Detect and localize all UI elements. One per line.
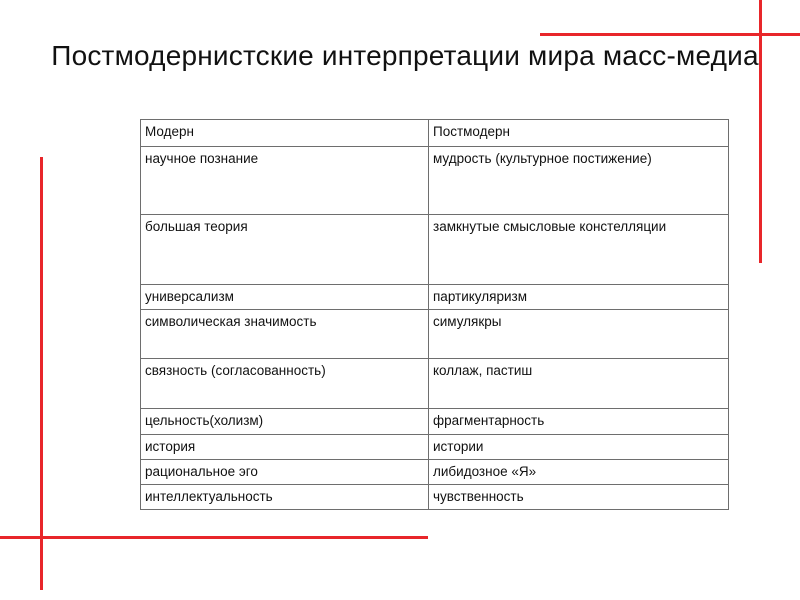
cell-postmodern: коллаж, пастиш [429, 359, 729, 409]
cell-postmodern: мудрость (культурное постижение) [429, 147, 729, 215]
cell-modern: символическая значимость [141, 310, 429, 359]
cell-postmodern: истории [429, 435, 729, 460]
cell-postmodern: замкнутые смысловые констелляции [429, 215, 729, 285]
table-row [141, 215, 729, 285]
cell-postmodern: фрагментарность [429, 409, 729, 435]
table-row [141, 460, 729, 485]
deco-line-left-vertical [40, 157, 43, 590]
header-postmodern: Постмодерн [429, 120, 729, 147]
slide-title: Постмодернистские интерпретации мира масс-медиа [51, 40, 759, 71]
table-header-row [141, 120, 729, 147]
cell-modern: научное познание [141, 147, 429, 215]
cell-postmodern: чувственность [429, 485, 729, 510]
cell-postmodern: симулякры [429, 310, 729, 359]
table-row [141, 435, 729, 460]
table-row [141, 147, 729, 215]
header-modern: Модерн [141, 120, 429, 147]
table-row [141, 310, 729, 359]
deco-line-bottom-horizontal [0, 536, 428, 539]
table-row [141, 359, 729, 409]
cell-postmodern: либидозное «Я» [429, 460, 729, 485]
table-row [141, 485, 729, 510]
table-row [141, 409, 729, 435]
cell-modern: большая теория [141, 215, 429, 285]
cell-modern: цельность(холизм) [141, 409, 429, 435]
cell-postmodern: партикуляризм [429, 285, 729, 310]
comparison-table [140, 119, 729, 510]
table-row [141, 285, 729, 310]
cell-modern: интеллектуальность [141, 485, 429, 510]
cell-modern: универсализм [141, 285, 429, 310]
cell-modern: рациональное эго [141, 460, 429, 485]
cell-modern: история [141, 435, 429, 460]
cell-modern: связность (согласованность) [141, 359, 429, 409]
